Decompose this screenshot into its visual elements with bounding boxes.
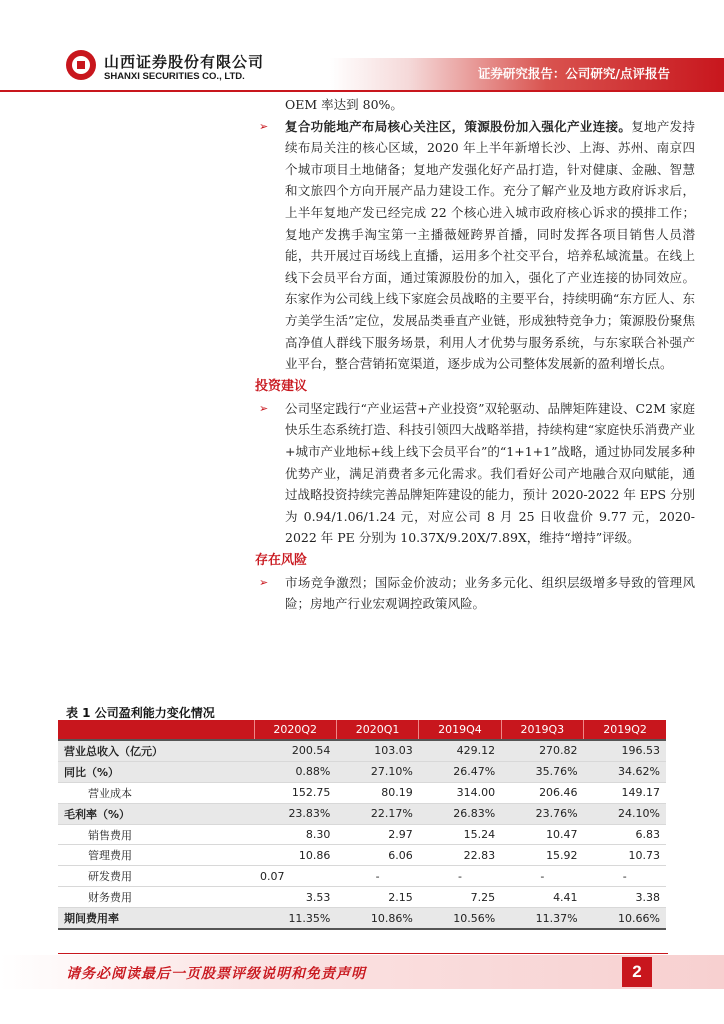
table-row	[58, 887, 666, 908]
table-cell: 22.17%	[336, 803, 418, 824]
col-header	[58, 720, 254, 740]
header-divider	[0, 90, 724, 92]
bullet-arrow-icon: ➢	[259, 119, 269, 133]
table-cell: -	[584, 866, 666, 887]
row-label: 销售费用	[58, 824, 254, 845]
table-row	[58, 761, 666, 782]
table-cell: 11.35%	[254, 908, 336, 929]
table-cell: 2.15	[336, 887, 418, 908]
table-cell: 2.97	[336, 824, 418, 845]
table-cell: 26.47%	[419, 761, 501, 782]
section-title-risk: 存在风险	[255, 552, 308, 568]
table-cell: 4.41	[501, 887, 583, 908]
table-cell: 200.54	[254, 740, 336, 761]
table-cell: 7.25	[419, 887, 501, 908]
table-cell: 24.10%	[584, 803, 666, 824]
footer-disclaimer: 请务必阅读最后一页股票评级说明和免责声明	[66, 966, 366, 982]
table-cell: 10.86%	[336, 908, 418, 929]
bullet-invest	[255, 398, 695, 549]
company-logo-icon	[66, 50, 96, 80]
table-cell: 22.83	[419, 845, 501, 866]
col-header: 2020Q2	[254, 720, 336, 740]
table-cell: -	[419, 866, 501, 887]
table-row	[58, 908, 666, 929]
table-cell: 6.06	[336, 845, 418, 866]
col-header: 2019Q3	[501, 720, 583, 740]
table-cell: 35.76%	[501, 761, 583, 782]
table-cell: 27.10%	[336, 761, 418, 782]
row-label: 毛利率（%）	[58, 803, 254, 824]
table-cell: 10.86	[254, 845, 336, 866]
row-label: 财务费用	[58, 887, 254, 908]
table-cell: 11.37%	[501, 908, 583, 929]
table-cell: 8.30	[254, 824, 336, 845]
table-cell: 10.73	[584, 845, 666, 866]
row-label: 期间费用率	[58, 908, 254, 929]
table-cell: 23.83%	[254, 803, 336, 824]
table-cell: 103.03	[336, 740, 418, 761]
table-row	[58, 782, 666, 803]
table-cell: 196.53	[584, 740, 666, 761]
profitability-table	[58, 720, 666, 930]
bullet-arrow-icon: ➢	[259, 401, 269, 415]
col-header: 2019Q2	[584, 720, 666, 740]
table-cell: 270.82	[501, 740, 583, 761]
table-cell: 10.47	[501, 824, 583, 845]
table-row	[58, 740, 666, 761]
table-cell: 314.00	[419, 782, 501, 803]
row-label: 营业成本	[58, 782, 254, 803]
table-cell: 206.46	[501, 782, 583, 803]
table-cell: 15.92	[501, 845, 583, 866]
table-cell: 10.66%	[584, 908, 666, 929]
table-cell: 0.07	[254, 866, 336, 887]
page-header	[0, 0, 724, 100]
table-cell: 15.24	[419, 824, 501, 845]
table-cell: 6.83	[584, 824, 666, 845]
col-header: 2020Q1	[336, 720, 418, 740]
company-name-en: SHANXI SECURITIES CO., LTD.	[104, 71, 245, 82]
table-cell: 26.83%	[419, 803, 501, 824]
section-title-invest: 投资建议	[255, 378, 308, 394]
invest-text: 公司坚定践行“产业运营+产业投资”双轮驱动、品牌矩阵建设、C2M 家庭快乐生态系统打造、科技引领四大战略举措，持续构建“家庭快乐消费产业+城市产业地标+线上线下会员平台”的“1+1+1”战略，通过协同发展多种优势产业，满足消费者多元化需求。我们看好公司产地融合双向赋能，通过战略投资持续完善品牌矩阵建设的能力，预计 2020-2022 年 EPS 分别为 0.94/1.06/1.24 元，对应公司 8 月 25 日收盘价 9.77 元，2020-2022 年 PE 分别为 10.37X/9.20X/7.89X，维持“增持”评级。	[285, 400, 695, 546]
row-label: 研发费用	[58, 866, 254, 887]
table-row	[58, 824, 666, 845]
bullet-real-estate	[255, 116, 695, 375]
row-label: 同比（%）	[58, 761, 254, 782]
row-label: 营业总收入（亿元）	[58, 740, 254, 761]
col-header: 2019Q4	[419, 720, 501, 740]
table-title: 表 1 公司盈利能力变化情况	[66, 706, 215, 720]
table-cell: 0.88%	[254, 761, 336, 782]
row-label: 管理费用	[58, 845, 254, 866]
page-number: 2	[622, 957, 652, 987]
footer-divider	[58, 953, 668, 954]
bullet-text: 复地产发持续布局关注的核心区域，2020 年上半年新增长沙、上海、苏州、南京四个城市项目土地储备；复地产发强化好产品打造，针对健康、金融、智慧和文旅四个方向开展产品力建设工作。充分了解产业及地方政府诉求后，上半年复地产发已经完成 22 个核心进入城市政府核心诉求的摸排工作；复地产发携手淘宝第一主播薇娅跨界首播，同时发挥各项目销售人员潜能，共开展过百场线上直播，运用多个社交平台，培养私域流量。在线上线下会员平台方面，通过策源股份的加入，强化了产业连接的协同效应。东家作为公司线上线下家庭会员战略的主要平台，持续明确“东方匠人、东方美学生活”定位，发展品类垂直产业链，形成独特竞争力；策源股份聚焦高净值人群线下服务场景，利用人才优势与服务系统，与东家联合补强产业平台，整合营销拓宽渠道，逐步成为公司整体发展新的盈利增长点。	[285, 118, 695, 372]
bullet-heading: 复合功能地产布局核心关注区，策源股份加入强化产业连接。	[285, 118, 632, 134]
bullet-risk	[255, 572, 695, 615]
table-row	[58, 866, 666, 887]
table-cell: 429.12	[419, 740, 501, 761]
report-type-label: 证券研究报告：公司研究/点评报告	[477, 66, 670, 81]
company-name-cn: 山西证券股份有限公司	[104, 53, 265, 71]
table-cell: 23.76%	[501, 803, 583, 824]
table-header-row	[58, 720, 666, 740]
intro-line: OEM 率达到 80%。	[285, 97, 403, 112]
table-cell: -	[501, 866, 583, 887]
bullet-arrow-icon: ➢	[259, 575, 269, 589]
table-cell: 10.56%	[419, 908, 501, 929]
table-cell: 80.19	[336, 782, 418, 803]
table-cell: 3.53	[254, 887, 336, 908]
table-cell: 3.38	[584, 887, 666, 908]
risk-text: 市场竞争激烈；国际金价波动；业务多元化、组织层级增多导致的管理风险；房地产行业宏观调控政策风险。	[285, 574, 695, 612]
table-cell: -	[336, 866, 418, 887]
table-cell: 149.17	[584, 782, 666, 803]
table-row	[58, 845, 666, 866]
table-cell: 152.75	[254, 782, 336, 803]
table-cell: 34.62%	[584, 761, 666, 782]
table-row	[58, 803, 666, 824]
main-content	[255, 94, 695, 615]
